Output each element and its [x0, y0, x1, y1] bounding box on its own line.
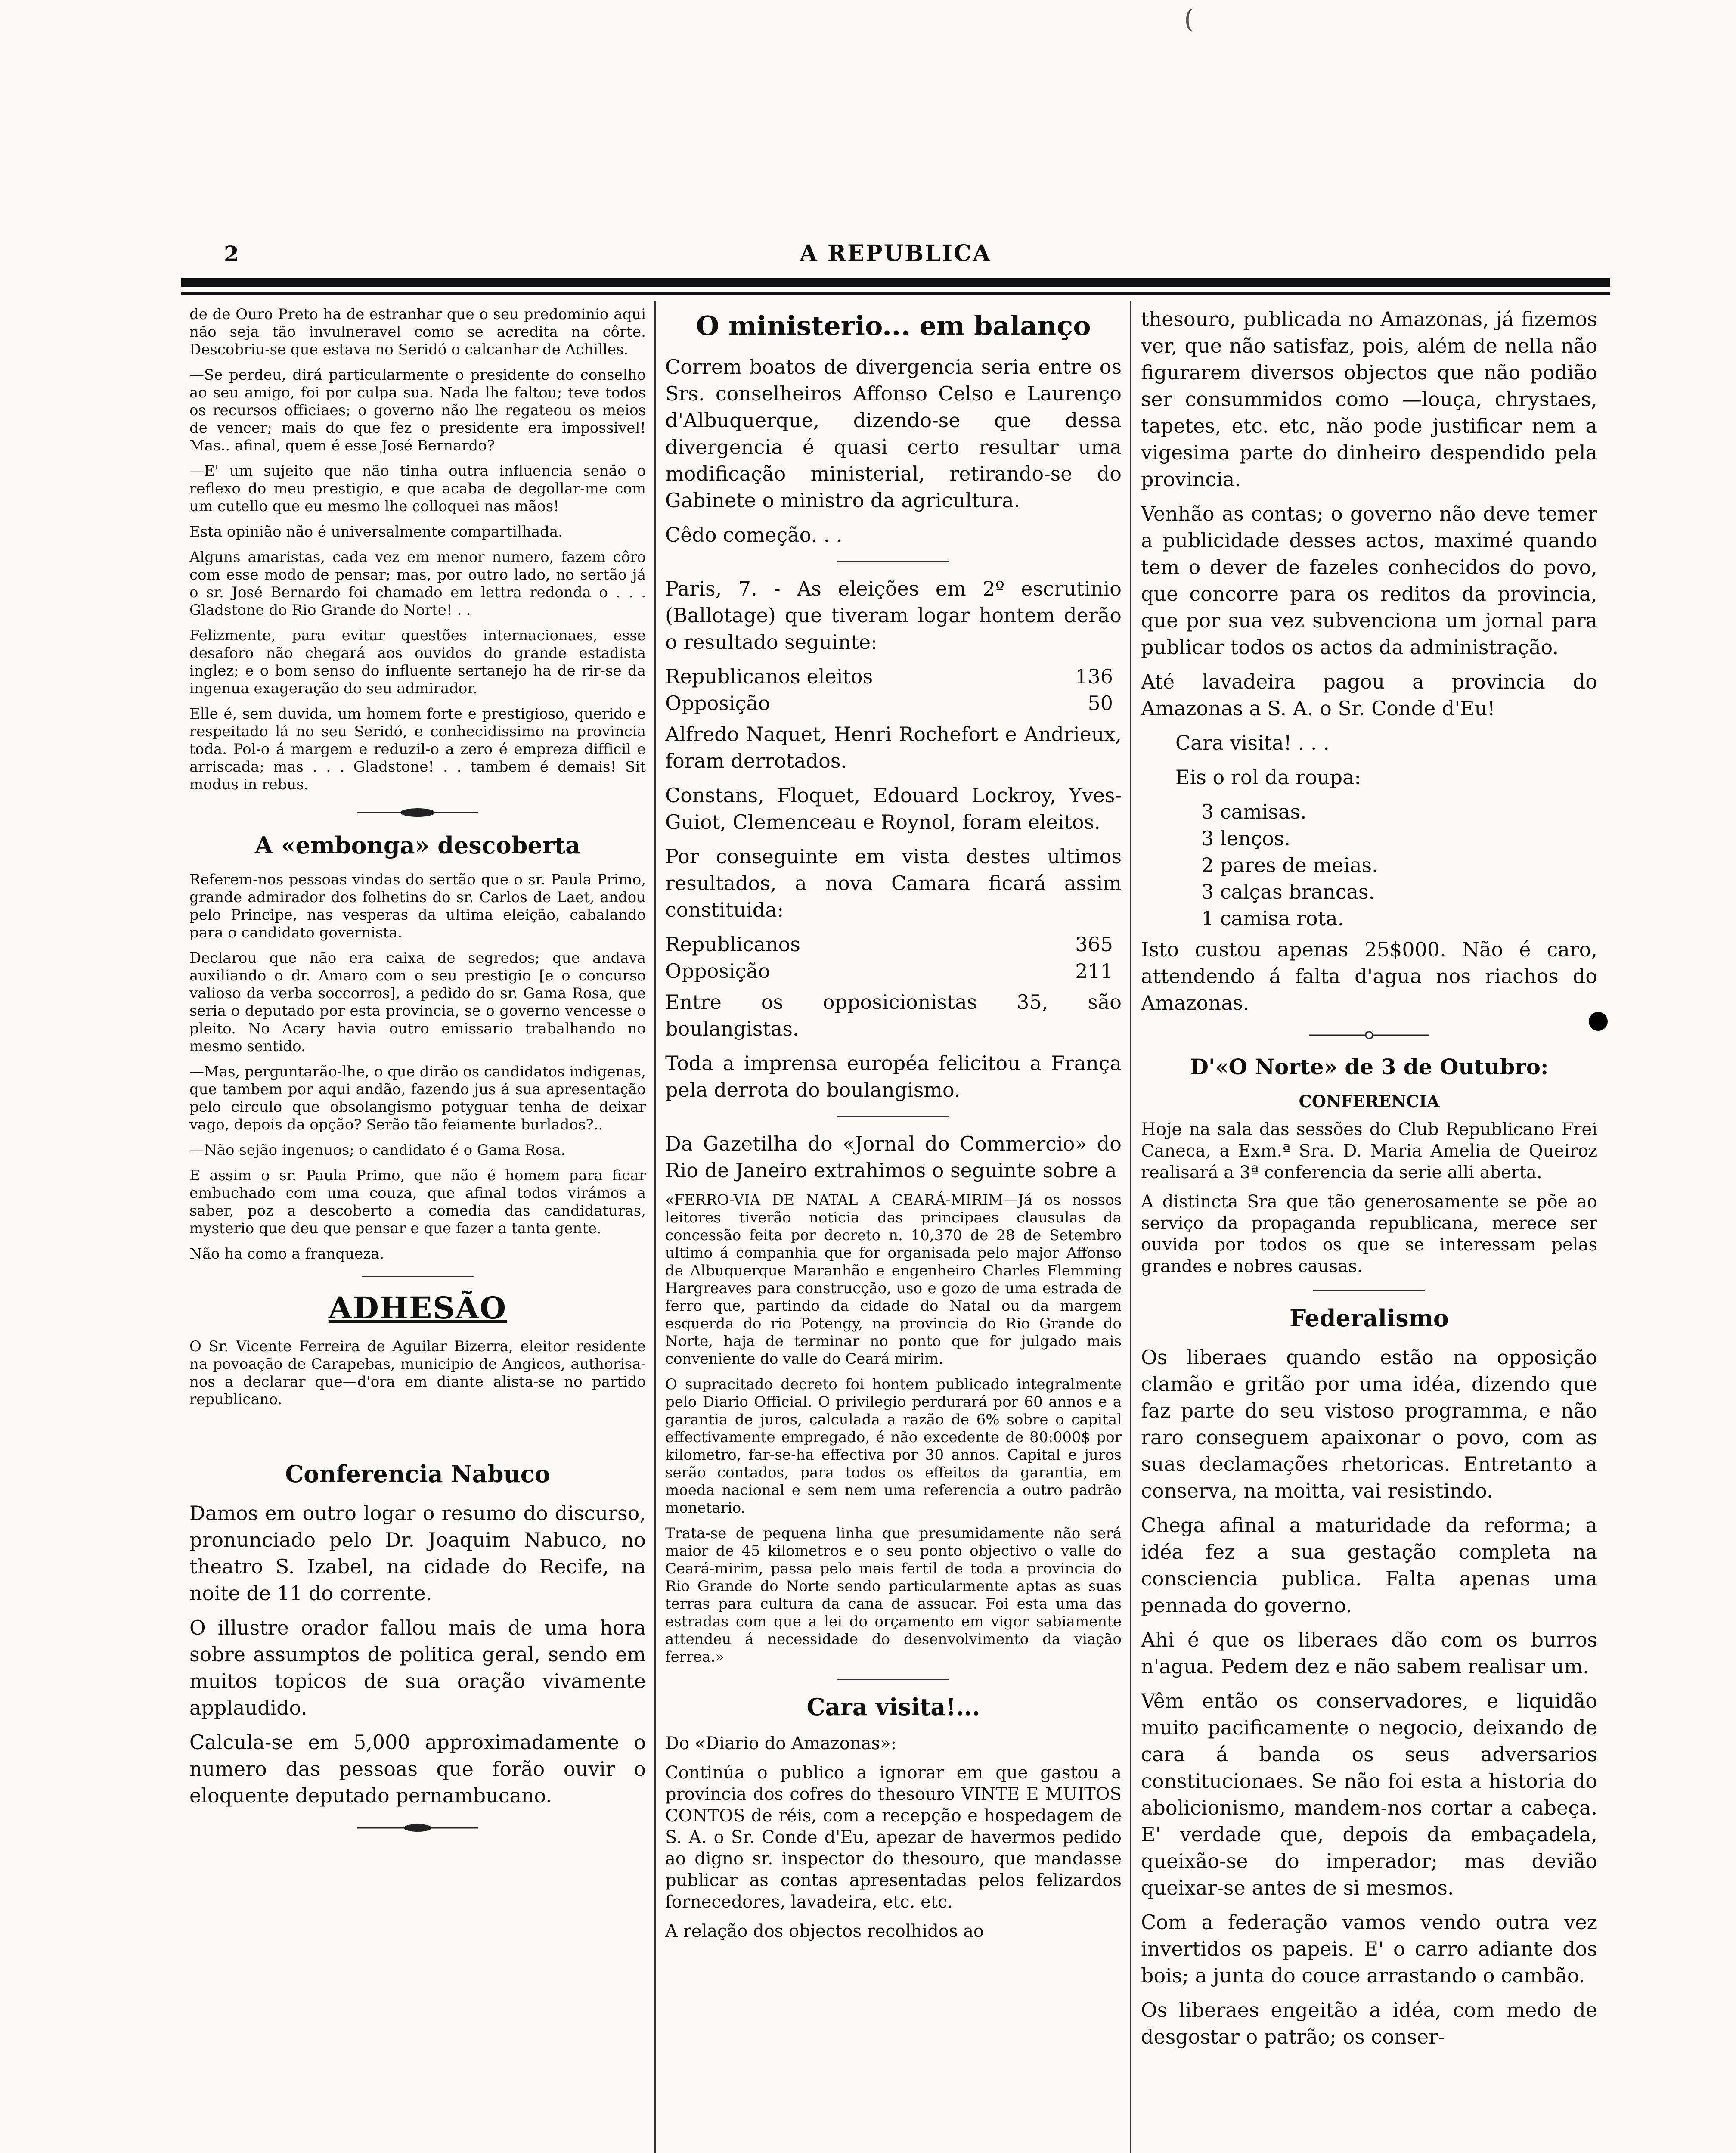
vote-row [665, 958, 1122, 984]
ornament-divider [353, 807, 482, 819]
laundry-item: 1 camisa rota. [1201, 907, 1344, 930]
paragraph: Referem-nos pessoas vindas do sertão que o sr. Paula Primo, grande admirador dos folhetins do sr. Carlos de Laet, andou pelo Principe, nas vesperas da ultima eleição, cabalando para o candidato governista. [189, 871, 646, 941]
section-title-federalismo: Federalismo [1290, 1304, 1449, 1332]
paragraph: Damos em outro logar o resumo do discurso, pronunciado pelo Dr. Joaquim Nabuco, no theatro S. Izabel, na cidade do Recife, na noite de 11 do corrente. [189, 1502, 646, 1605]
paragraph: Com a federação vamos vendo outra vez invertidos os papeis. E' o carro adiante dos bois; a junta do couce arrastando o cambão. [1141, 1911, 1597, 1987]
laundry-item: 3 lenços. [1201, 827, 1291, 850]
paragraph: O illustre orador fallou mais de uma hora sobre assumptos de politica geral, sendo em muitos topicos de sua oração vivamente applaudido. [189, 1616, 646, 1719]
laundry-item: 3 camisas. [1201, 800, 1307, 823]
paragraph: Até lavadeira pagou a provincia do Amazonas a S. A. o Sr. Conde d'Eu! [1141, 670, 1597, 720]
laundry-item: 3 calças brancas. [1201, 880, 1375, 903]
paragraph: —Não sejão ingenuos; o candidato é o Gama Rosa. [189, 1142, 566, 1159]
column-divider [1130, 301, 1132, 2153]
article-norte [1141, 1119, 1597, 1277]
paragraph: Elle é, sem duvida, um homem forte e prestigioso, querido e respeitado lá no seu Seridó, e conhecidissimo na provincia toda. Pol-o á margem e reduzil-o a zero é empreza difficil e arriscada; mas . . . Gladstone! . . tambem é demais! Sit modus in rebus. [189, 705, 646, 793]
paragraph: Vêm então os conservadores, e liquidão muito pacificamente o negocio, deixando de cara á banda os seus adversarios constitucionaes. Se não foi esta a historia do abolicionismo, mandem-nos cortar a cabeça. E' verdade que, depois da embaçadela, queixão-se do imperador; mas devião queixar-se antes de si mesmos. [1141, 1689, 1597, 1899]
paragraph: O supracitado decreto foi hontem publicado integralmente pelo Diario Official. O privilegio perdurará por 60 annos e a garantia de juros, calculada a razão de 6% sobre o capital effectivamente empregado, é não excedente de 80:000$ por kilometro, far-se-ha effectiva por 30 annos. Capital e juros serão contados, para todos os effeitos da garantia, em moeda nacional e sem nem uma referencia a outro padrão monetario. [665, 1376, 1122, 1517]
vote-row [665, 690, 1122, 717]
paragraph: Chega afinal a maturidade da reforma; a idéa fez a sua gestação completa na consciencia publica. Falta apenas uma pennada do governo. [1141, 1514, 1597, 1617]
article-cara-visita-end [1141, 936, 1597, 1016]
paragraph: Toda a imprensa européa felicitou a França pela derrota do boulangismo. [665, 1052, 1122, 1101]
section-title-norte: D'«O Norte» de 3 de Outubro: [1190, 1054, 1549, 1080]
paragraph: Paris, 7. - As eleições em 2º escrutinio (Ballotage) que tiveram logar hontem derão o resultado seguinte: [665, 577, 1122, 654]
article-paris [665, 575, 1122, 1103]
vote-value: 211 [1075, 959, 1113, 983]
column-3 [1141, 306, 1597, 2058]
article-cara-visita-cont [1141, 306, 1597, 791]
paragraph: Entre os opposicionistas 35, são boulangistas. [665, 990, 1122, 1040]
paragraph: Correm boatos de divergencia seria entre os Srs. conselheiros Affonso Celso e Laurenço d'Albuquerque, dizendo-se que dessa divergencia é quasi certo resultar uma modificação ministerial, retirando-se do Gabinete o ministro da agricultura. [665, 355, 1122, 512]
vote-row [665, 931, 1122, 958]
paragraph: Não ha como a franqueza. [189, 1245, 384, 1263]
paragraph: O Sr. Vicente Ferreira de Aguilar Bizerra, eleitor residente na povoação de Carapebas, municipio de Angicos, authorisa-nos a declarar que—d'ora em diante alista-se no partido republicano. [189, 1338, 646, 1408]
paragraph: Alguns amaristas, cada vez em menor numero, fazem côro com esse modo de pensar; mas, por outro lado, no sertão já o sr. José Bernardo foi chamado em lettra redonda o . . . Gladstone do Rio Grande do Norte! . . [189, 549, 646, 619]
paragraph: Por conseguinte em vista destes ultimos resultados, a nova Camara ficará assim constituida: [665, 845, 1122, 921]
paragraph: Hoje na sala das sessões do Club Republicano Frei Caneca, a Exm.ª Sra. D. Maria Amelia de Queiroz realisará a 3ª conferencia da serie alli aberta. [1141, 1120, 1597, 1182]
vote-label: Republicanos [665, 933, 800, 956]
divider [1313, 1290, 1425, 1291]
paragraph: Esta opinião não é universalmente compartilhada. [189, 523, 563, 540]
header-rule-thick [181, 278, 1610, 287]
section-title-cara-visita: Cara visita!... [806, 1693, 980, 1721]
paragraph: Isto custou apenas 25$000. Não é caro, attendendo á falta d'agua nos riachos do Amazonas. [1141, 938, 1597, 1014]
article-ministerio [665, 354, 1122, 548]
paragraph: Cêdo começão. . . [665, 523, 843, 546]
paragraph: thesouro, publicada no Amazonas, já fizemos ver, que não satisfaz, pois, além de nella não figurarem diversos objectos que não podião ser consummidos como —louça, chrystaes, tapetes, etc. etc, não pode justificar nem a vigesima parte do dinheiro despendido pela provincia. [1141, 307, 1597, 491]
article-gazetilha-intro [665, 1130, 1122, 1184]
scan-mark: ( [1184, 4, 1194, 34]
paragraph: de de Ouro Preto ha de estranhar que o seu predominio aqui não seja tão invulneravel como se acredita na côrte. Descobriu-se que estava no Seridó o calcanhar de Achilles. [189, 306, 646, 358]
vote-value: 365 [1075, 933, 1113, 956]
article-gladstone [189, 306, 646, 794]
paragraph: Constans, Floquet, Edouard Lockroy, Yves-Guiot, Clemenceau e Roynol, foram eleitos. [665, 784, 1122, 834]
paragraph: Continúa o publico a ignorar em que gastou a provincia dos cofres do thesouro VINTE E MUITOS CONTOS de réis, com a recepção e hospedagem de S. A. o Sr. Conde d'Eu, apezar de havermos pedido ao digno sr. inspector do thesouro, que mandasse publicar as contas apresentadas pelos felizardos fornecedores, lavadeira, etc. etc. [665, 1763, 1122, 1912]
section-title-nabuco: Conferencia Nabuco [285, 1460, 550, 1488]
paragraph: Venhão as contas; o governo não deve temer a publicidade desses actos, maximé quando tem o dever de fazeles conhecidos do povo, que concorre para os reditos da provincia, que por sua vez subvenciona um jornal para publicar todos os actos da administração. [1141, 502, 1597, 659]
article-cara-visita [665, 1733, 1122, 1942]
newspaper-title: A REPUBLICA [800, 240, 992, 267]
paragraph: —E' um sujeito que não tinha outra influencia senão o reflexo do meu prestigio, e que acaba de degollar-me com um cutello que eu mesmo lhe colloquei nas mãos! [189, 462, 646, 515]
paragraph: A distincta Sra que tão generosamente se põe ao serviço da propaganda republicana, merece ser ouvida por todos os que se interessam pelas grandes e nobres causas. [1141, 1192, 1597, 1276]
article-adhesao [189, 1338, 646, 1408]
vote-value: 136 [1075, 665, 1113, 688]
paragraph: Os liberaes engeitão a idéa, com medo de desgostar o patrão; os conser- [1141, 1998, 1597, 2048]
vote-row [665, 663, 1122, 690]
paragraph: Do «Diario do Amazonas»: [665, 1734, 897, 1753]
section-title-embonga: A «embonga» descoberta [254, 831, 581, 859]
column-2 [665, 306, 1122, 1950]
section-subtitle-conferencia: CONFERENCIA [1299, 1092, 1440, 1111]
divider [837, 1679, 949, 1680]
laundry-item: 2 pares de meias. [1201, 853, 1378, 877]
article-embonga [189, 871, 646, 1263]
article-gazetilha [665, 1191, 1122, 1666]
page-header [181, 237, 1610, 271]
paragraph: A relação dos objectos recolhidos ao [665, 1921, 984, 1941]
vote-value: 50 [1088, 692, 1113, 715]
article-nabuco [189, 1500, 646, 1809]
column-1 [189, 306, 646, 1847]
paragraph: Alfredo Naquet, Henri Rochefort e Andrieux, foram derrotados. [665, 723, 1122, 772]
ornament-divider [1305, 1029, 1434, 1041]
vote-label: Opposição [665, 692, 770, 715]
header-rule-thin [181, 292, 1610, 295]
paragraph: Cara visita! . . . [1175, 731, 1330, 754]
divider [837, 1116, 949, 1117]
section-title-adhesao: ADHESÃO [328, 1290, 507, 1326]
paragraph: E assim o sr. Paula Primo, que não é homem para ficar embuchado com uma couza, que afinal todos virámos a saber, poz a descoberto a comedia das candidaturas, mysterio que deu que pensar e que fazer a tanta gente. [189, 1167, 646, 1237]
article-federalismo [1141, 1344, 1597, 2050]
vote-label: Opposição [665, 959, 770, 983]
paragraph: Declarou que não era caixa de segredos; que andava auxiliando o dr. Amaro com o seu prestigio [e o concurso valioso da verba soccorros], a pedido do sr. Gama Rosa, que seria o deputado por esta provincia, se o governo vencesse o pleito. No Acary havia outro emissario trabalhando no mesmo sentido. [189, 949, 646, 1055]
divider [837, 561, 949, 562]
paragraph: Ahi é que os liberaes dão com os burros n'agua. Pedem dez e não sabem realisar um. [1141, 1628, 1597, 1678]
section-title-ministerio: O ministerio... em balanço [696, 310, 1091, 341]
paragraph: —Se perdeu, dirá particularmente o presidente do conselho ao seu amigo, foi por culpa sua. Nada lhe faltou; teve todos os recursos officiaes; o governo não lhe regateou os meios de vencer; mais do que fez o presidente era impossivel! Mas.. afinal, quem é esse José Bernardo? [189, 366, 646, 454]
paragraph: Calcula-se em 5,000 approximadamente o numero das pessoas que forão ouvir o eloquente deputado pernambucano. [189, 1731, 646, 1807]
paragraph: Trata-se de pequena linha que presumidamente não será maior de 45 kilometros e o seu ponto objectivo o valle do Ceará-mirim, passa pelo mais fertil de toda a provincia do Rio Grande do Norte sendo particularmente aptas as suas terras para cultura da cana de assucar. Foi esta uma das estradas com que a lei do orçamento em vigor sabiamente attendeu á necessidade do desenvolvimento da viação ferrea.» [665, 1525, 1122, 1666]
paragraph: —Mas, perguntarão-lhe, o que dirão os candidatos indigenas, que tambem por aqui andão, fazendo jus á sua apresentação pelo circulo que obsolangismo potyguar tenha de deixar vago, depois da opção? Serão tão feiamente burlados?.. [189, 1063, 646, 1133]
vote-label: Republicanos eleitos [665, 665, 873, 688]
paragraph: Os liberaes quando estão na opposição clamão e gritão por uma idéa, dizendo que faz parte do seu vistoso programma, e não raro conseguem apaixonar o povo, com as suas declamações rhetoricas. Entretanto a conserva, na moitta, vai resistindo. [1141, 1346, 1597, 1502]
page-number: 2 [224, 241, 239, 267]
paragraph: «FERRO-VIA DE NATAL A CEARÁ-MIRIM—Já os nossos leitores tiverão noticia das principaes clausulas da concessão feita por decreto n. 10,370 de 28 de Setembro ultimo á companhia que for organisada pelo major Affonso de Albuquerque Maranhão e engenheiro Charles Flemming Hargreaves para construcção, uso e gozo de uma estrada de ferro que, partindo da cidade do Natal ou da margem esquerda do rio Potengy, na provincia do Rio Grande do Norte, haja de terminar no ponto que for julgado mais conveniente do valle do Ceará mirim. [665, 1191, 1122, 1368]
column-divider [654, 301, 656, 2153]
divider [362, 1276, 474, 1277]
ink-blot [1589, 1012, 1608, 1031]
laundry-list [1141, 798, 1597, 932]
paragraph: Eis o rol da roupa: [1175, 766, 1361, 789]
paragraph: Da Gazetilha do «Jornal do Commercio» do Rio de Janeiro extrahimos o seguinte sobre a [665, 1132, 1122, 1182]
paragraph: Felizmente, para evitar questões internacionaes, esse desaforo não chegará aos ouvidos do grande estadista inglez; e o bom senso do influente sertanejo ha de rir-se da ingenua exageração do seu admirador. [189, 627, 646, 697]
ornament-divider [353, 1822, 482, 1834]
